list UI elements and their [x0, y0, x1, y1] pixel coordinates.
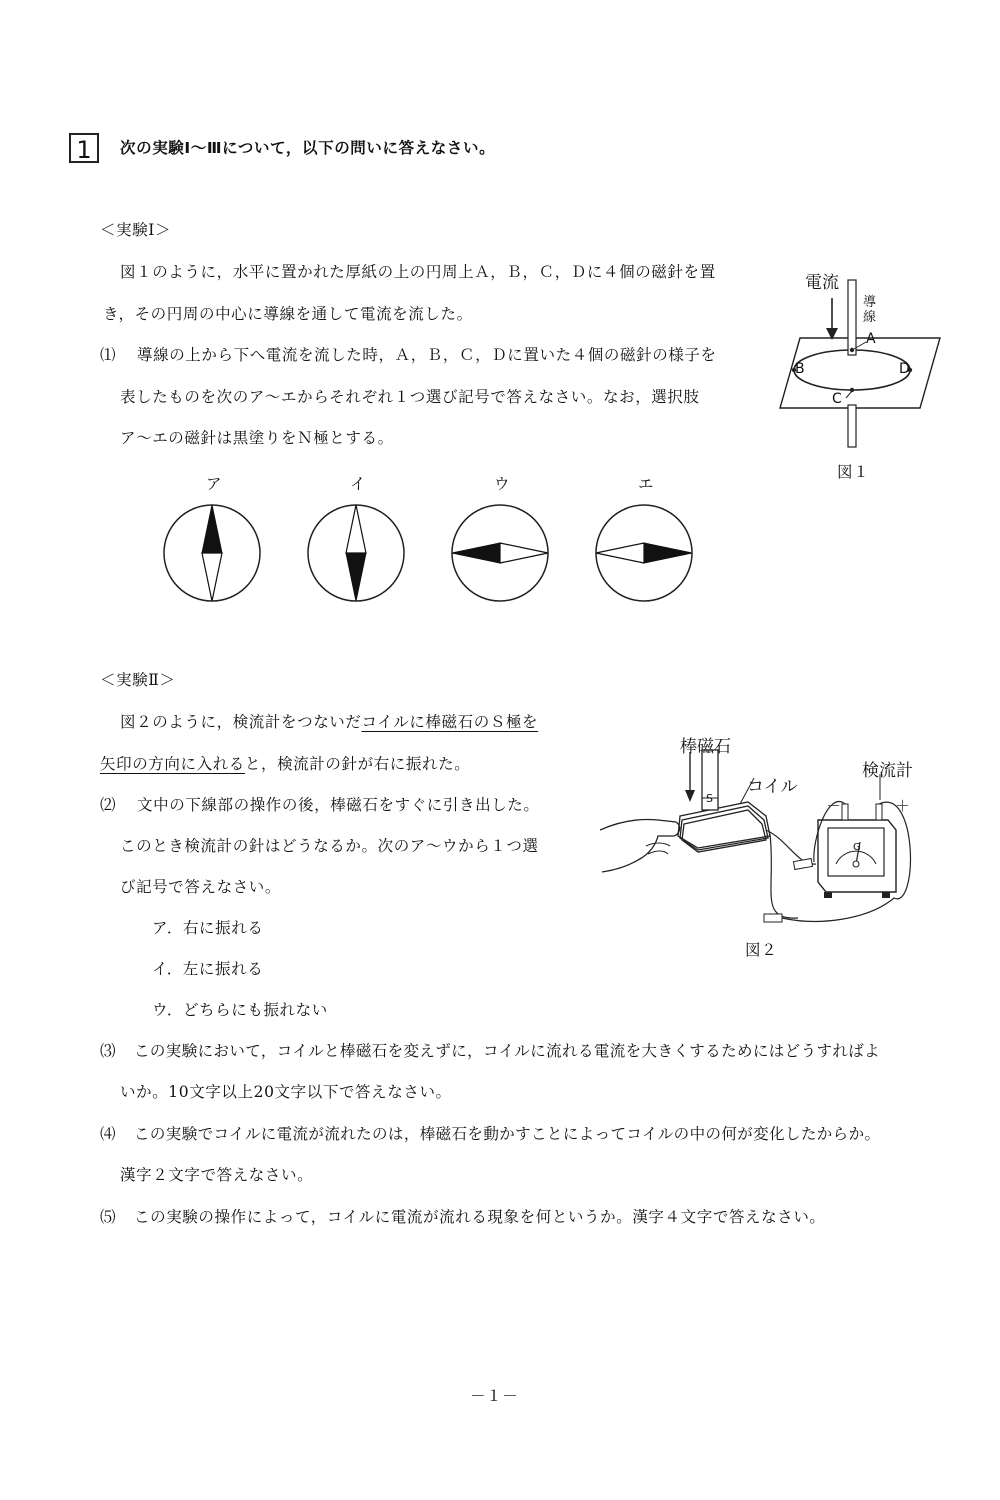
exp2-text-line2-b: と，検流計の針が右に振れた。	[244, 755, 471, 773]
fig2-coil-label: コイル	[747, 777, 798, 797]
fig1-point-d: D	[899, 361, 910, 377]
q1-number: ⑴	[100, 346, 117, 364]
page-number: －１－	[470, 1387, 519, 1405]
exp2-text-line1-underlined: コイルに棒磁石のＳ極を	[361, 713, 539, 731]
exp2-text-line1-a: 図２のように，検流計をつないだ	[120, 713, 362, 731]
fig2-meter-g: G	[853, 842, 861, 853]
question-number-box: 1	[69, 133, 99, 163]
compass-i-icon	[308, 505, 404, 601]
q5-number: ⑸	[100, 1208, 117, 1226]
q1-line1: 導線の上から下へ電流を流した時，Ａ，Ｂ，Ｃ，Ｄに置いた４個の磁針の様子を	[137, 346, 717, 364]
compass-e-icon	[596, 505, 692, 601]
q2-option-a: ア．右に振れる	[152, 919, 264, 937]
choice-label-u: ウ	[494, 475, 511, 493]
exp2-text-line2-underlined: 矢印の方向に入れる	[100, 755, 245, 773]
q2-option-u: ウ．どちらにも振れない	[152, 1001, 328, 1019]
q1-line2: 表したものを次のア～エからそれぞれ１つ選び記号で答えなさい。なお，選択肢	[120, 388, 700, 406]
fig1-point-c: C	[832, 391, 842, 407]
fig1-wire-label: 導線	[863, 295, 877, 325]
fig2-minus-terminal: －	[826, 797, 842, 815]
q4-line2: 漢字２文字で答えなさい。	[120, 1166, 314, 1184]
coil-icon	[678, 802, 770, 852]
circle-path	[794, 350, 910, 390]
q2-line1: 文中の下線部の操作の後，棒磁石をすぐに引き出した。	[137, 796, 540, 814]
fig2-caption: 図２	[745, 941, 778, 959]
fig2-s-pole-label: S	[706, 792, 713, 805]
q3-line2: いか。10文字以上20文字以下で答えなさい。	[120, 1083, 452, 1101]
choice-label-i: イ	[350, 475, 367, 493]
q2-line2: このとき検流計の針はどうなるか。次のア～ウから１つ選	[120, 837, 539, 855]
q3-line1: この実験において，コイルと棒磁石を変えずに，コイルに流れる電流を大きくするためにはどうすればよ	[134, 1042, 881, 1060]
choice-label-a: ア	[206, 475, 223, 493]
exp2-text-line1	[120, 715, 538, 731]
q2-number: ⑵	[100, 796, 117, 814]
insert-arrow-icon	[685, 790, 695, 802]
compass-choices	[160, 500, 700, 608]
choice-label-e: エ	[638, 475, 655, 493]
q4-number: ⑷	[100, 1125, 117, 1143]
fig1-point-b: B	[795, 361, 805, 377]
q4-line1: この実験でコイルに電流が流れたのは，棒磁石を動かすことによってコイルの中の何が変化したからか。	[134, 1125, 881, 1143]
compass-a-icon	[164, 505, 260, 601]
exp1-text-line2: き，その円周の中心に導線を通して電流を流した。	[103, 305, 473, 323]
fig1-caption: 図１	[837, 463, 870, 481]
q1-line3: ア～エの磁針は黒塗りをＮ極とする。	[120, 429, 394, 447]
fig1-point-a: A	[866, 331, 876, 347]
q2-option-i: イ．左に振れる	[152, 960, 264, 978]
question-instruction: 次の実験Ⅰ～Ⅲについて，以下の問いに答えなさい。	[120, 139, 496, 157]
compass-u-icon	[452, 505, 548, 601]
fig1-current-label: 電流	[805, 273, 839, 293]
wire-lower	[848, 405, 856, 447]
exp1-heading: ＜実験Ⅰ＞	[100, 221, 172, 239]
fig2-galvanometer-label: 検流計	[862, 761, 913, 781]
q5-line1: この実験の操作によって，コイルに電流が流れる現象を何というか。漢字４文字で答えなさい。	[134, 1208, 826, 1226]
exp2-heading: ＜実験Ⅱ＞	[100, 671, 176, 689]
wire-upper	[848, 280, 856, 355]
fig2-plus-terminal: ＋	[895, 797, 911, 815]
exp2-text-line2	[100, 757, 470, 773]
q3-number: ⑶	[100, 1042, 117, 1060]
figure1	[770, 258, 950, 458]
fig2-magnet-label: 棒磁石	[680, 737, 731, 757]
hand-outline	[600, 819, 680, 872]
q2-line3: び記号で答えなさい。	[120, 878, 282, 896]
exp1-text-line1: 図１のように，水平に置かれた厚紙の上の円周上Ａ，Ｂ，Ｃ，Ｄに４個の磁針を置	[120, 263, 716, 281]
